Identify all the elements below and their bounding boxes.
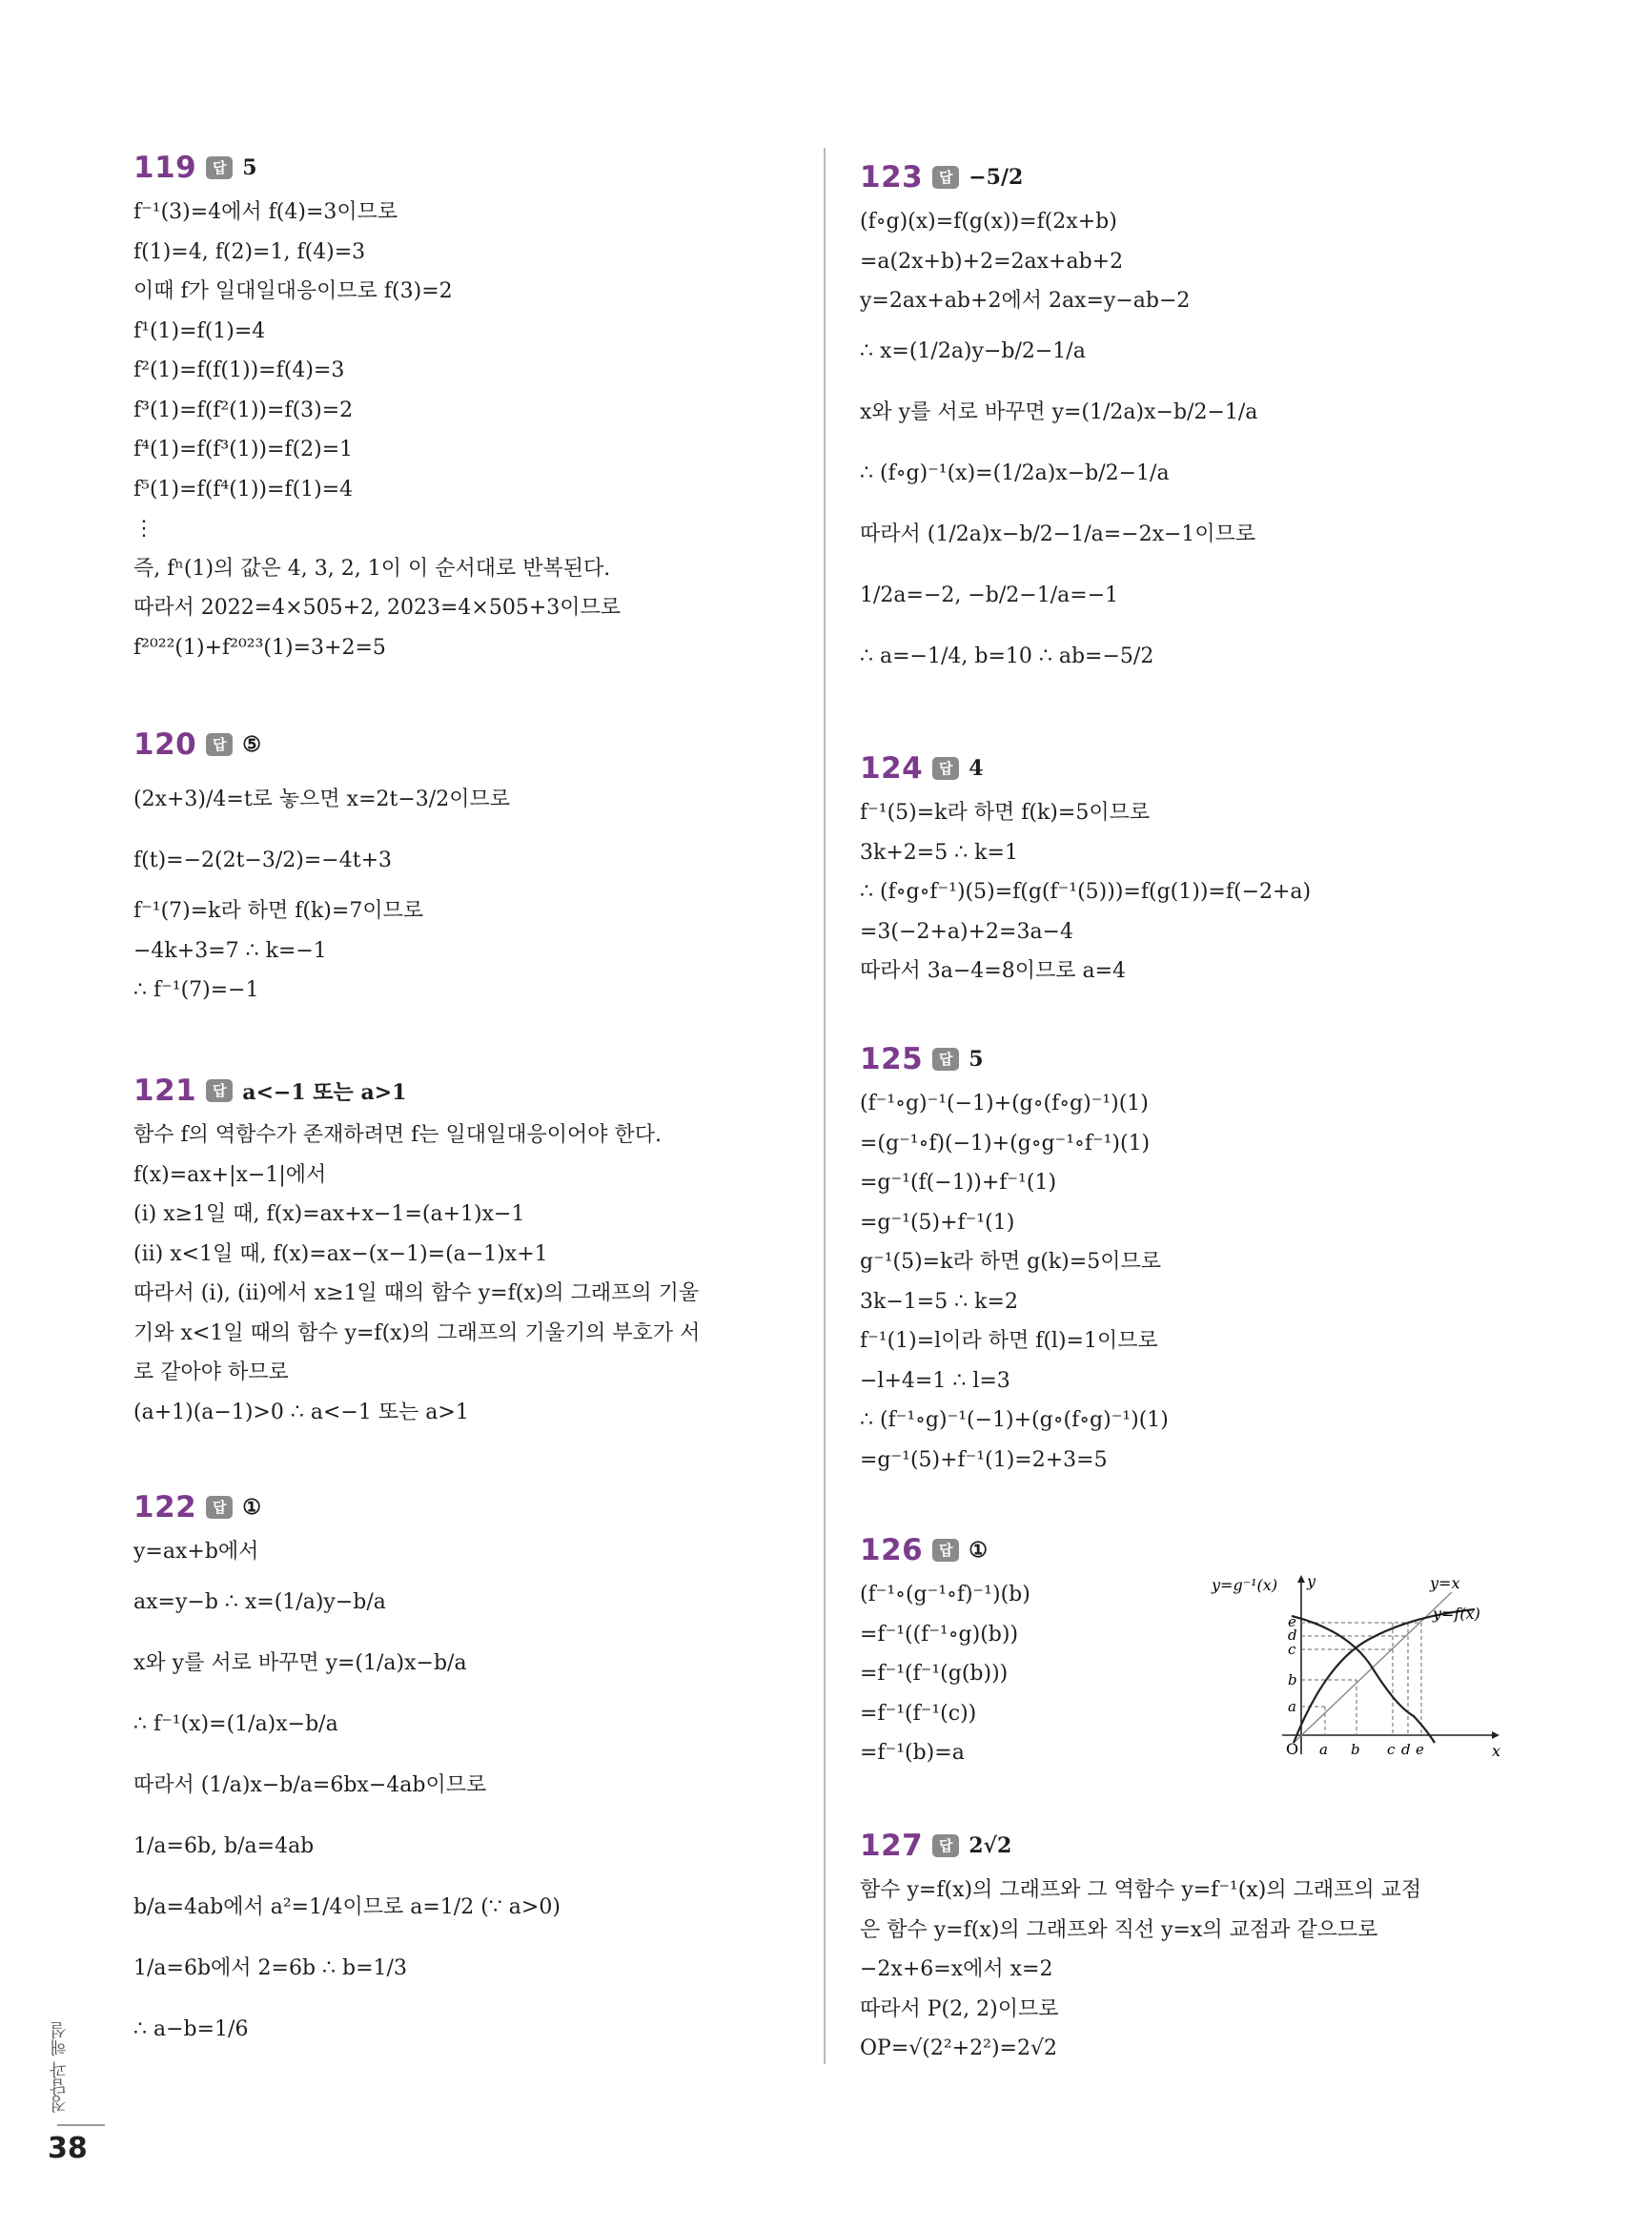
solution-line: f⁴(1)=f(f³(1))=f(2)=1 (133, 438, 354, 461)
answer-tag: 답 (206, 1496, 233, 1519)
solution-line: =f⁻¹(f⁻¹(c)) (860, 1701, 977, 1726)
problem-119 (133, 143, 801, 667)
problem-number: 122 (133, 1490, 197, 1524)
x-tick-b: b (1351, 1741, 1360, 1758)
label-axis-y: y (1307, 1573, 1316, 1590)
solution-line: y=ax+b에서 (133, 1540, 259, 1564)
y-axis-arrow-icon (1297, 1575, 1305, 1583)
side-label: 정답과 해설 (50, 2021, 70, 2113)
problem-header (860, 744, 1527, 793)
solution-line: 함수 y=f(x)의 그래프와 그 역함수 y=f⁻¹(x)의 그래프의 교점 (860, 1878, 1422, 1902)
solution-line: x와 y를 서로 바꾸면 y=(1/2a)x−b/2−1/a (860, 399, 1258, 424)
x-tick-e: e (1416, 1741, 1424, 1758)
solution-line: =g⁻¹(f(−1))+f⁻¹(1) (860, 1171, 1057, 1195)
problem-number: 126 (860, 1533, 924, 1567)
answer-tag: 답 (206, 733, 233, 756)
solution-line: 따라서 (ⅰ), (ⅱ)에서 x≥1일 때의 함수 y=f(x)의 그래프의 기울 (133, 1281, 700, 1305)
solution-line: =g⁻¹(5)+f⁻¹(1)=2+3=5 (860, 1447, 1108, 1472)
problem-header (133, 1066, 801, 1115)
page-number: 38 (48, 2132, 88, 2165)
solution-line: f⁻¹(7)=k라 하면 f(k)=7이므로 (133, 899, 424, 923)
solution-line: 로 같아야 하므로 (133, 1361, 289, 1384)
problem-number: 124 (860, 751, 924, 786)
y-tick-b: b (1288, 1671, 1297, 1688)
answer-value: 4 (969, 756, 984, 781)
problem-124 (860, 744, 1527, 992)
problem-header (860, 1821, 1527, 1871)
answer-value: −5/2 (969, 165, 1024, 190)
answer-value: 5 (242, 155, 257, 180)
solution-line: f(x)=ax+|x−1|에서 (133, 1162, 327, 1187)
solution-line: g⁻¹(5)=k라 하면 g(k)=5이므로 (860, 1250, 1161, 1274)
solution-line: (ⅰ) x≥1일 때, f(x)=ax+x−1=(a+1)x−1 (133, 1202, 525, 1226)
solution-line: (ⅱ) x<1일 때, f(x)=ax−(x−1)=(a−1)x+1 (133, 1241, 548, 1266)
problem-number: 127 (860, 1829, 924, 1863)
y-tick-a: a (1288, 1698, 1296, 1715)
label-y-eq-x: y=x (1430, 1574, 1460, 1592)
answer-value: ① (969, 1538, 988, 1563)
solution-line: y=2ax+ab+2에서 2ax=y−ab−2 (860, 289, 1191, 313)
problem-header (133, 143, 801, 193)
answer-tag: 답 (932, 1834, 959, 1857)
solution-line: =(g⁻¹∘f)(−1)+(g∘g⁻¹∘f⁻¹)(1) (860, 1131, 1151, 1156)
solution-line: 3k+2=5 ∴ k=1 (860, 840, 1018, 865)
solution-line: =a(2x+b)+2=2ax+ab+2 (860, 249, 1124, 274)
label-g-inverse: y=g⁻¹(x) (1212, 1576, 1278, 1594)
solution-line: (2x+3)/4=t로 놓으면 x=2t−3/2이므로 (133, 788, 510, 811)
solution-line: =f⁻¹(b)=a (860, 1741, 965, 1765)
problem-header (860, 1034, 1527, 1084)
y-tick-d: d (1288, 1626, 1297, 1644)
answer-value: ① (242, 1495, 261, 1520)
solution-line: 따라서 (1/a)x−b/a=6bx−4ab이므로 (133, 1772, 487, 1797)
solution-line: 함수 f의 역함수가 존재하려면 f는 일대일대응이어야 한다. (133, 1123, 663, 1147)
solution-line: 이때 f가 일대일대응이므로 f(3)=2 (133, 279, 453, 303)
curve-f (1294, 1609, 1475, 1743)
problem-122 (133, 1483, 801, 2060)
solution-line: −2x+6=x에서 x=2 (860, 1957, 1053, 1981)
solution-line: 기와 x<1일 때의 함수 y=f(x)의 그래프의 기울기의 부호가 서 (133, 1320, 701, 1345)
solution-line: ∴ f⁻¹(7)=−1 (133, 978, 259, 1002)
x-axis-arrow-icon (1492, 1731, 1499, 1739)
answer-tag: 답 (206, 156, 233, 179)
solution-line: f(1)=4, f(2)=1, f(4)=3 (133, 239, 366, 264)
side-rule (57, 2124, 105, 2126)
x-tick-d: d (1401, 1741, 1411, 1758)
y-tick-e: e (1288, 1613, 1296, 1630)
solution-line: f⁵(1)=f(f⁴(1))=f(1)=4 (133, 477, 354, 501)
solution-line: (a+1)(a−1)>0 ∴ a<−1 또는 a>1 (133, 1400, 469, 1424)
solution-line: 은 함수 y=f(x)의 그래프와 직선 y=x의 교점과 같으므로 (860, 1917, 1378, 1942)
label-f: y=f(x) (1433, 1605, 1480, 1623)
solution-line: OP=√(2²+2²)=2√2 (860, 2036, 1057, 2060)
solution-line: 따라서 2022=4×505+2, 2023=4×505+3이므로 (133, 596, 622, 620)
answer-tag: 답 (932, 166, 959, 189)
answer-value: a<−1 또는 a>1 (242, 1079, 407, 1105)
answer-tag: 답 (932, 1048, 959, 1071)
answer-tag: 답 (932, 1539, 959, 1562)
solution-line: f⁻¹(5)=k라 하면 f(k)=5이므로 (860, 801, 1151, 825)
solution-line: 즉, fⁿ(1)의 값은 4, 3, 2, 1이 이 순서대로 반복된다. (133, 556, 611, 581)
problem-header (133, 720, 801, 769)
solution-line: =3(−2+a)+2=3a−4 (860, 919, 1073, 944)
solution-line: b/a=4ab에서 a²=1/4이므로 a=1/2 (∵ a>0) (133, 1894, 561, 1919)
solution-line: x와 y를 서로 바꾸면 y=(1/a)x−b/a (133, 1650, 467, 1675)
label-origin: O (1286, 1740, 1299, 1758)
y-tick-c: c (1288, 1641, 1296, 1658)
solution-line: ∴ f⁻¹(x)=(1/a)x−b/a (133, 1711, 338, 1736)
x-tick-c: c (1387, 1741, 1396, 1758)
answer-value: ⑤ (242, 732, 261, 757)
problem-number: 120 (133, 727, 197, 762)
solution-line: f²⁰²²(1)+f²⁰²³(1)=3+2=5 (133, 635, 386, 660)
problem-123 (860, 153, 1527, 687)
column-divider (824, 148, 826, 2064)
answer-tag: 답 (206, 1079, 233, 1102)
problem-header (860, 153, 1527, 202)
solution-line: 따라서 (1/2a)x−b/2−1/a=−2x−1이므로 (860, 522, 1256, 546)
answer-value: 5 (969, 1047, 984, 1072)
problem-header (133, 1483, 801, 1532)
solution-line: −4k+3=7 ∴ k=−1 (133, 938, 327, 963)
label-axis-x: x (1492, 1742, 1501, 1760)
solution-line: (f∘g)(x)=f(g(x))=f(2x+b) (860, 210, 1117, 234)
solution-line: 3k−1=5 ∴ k=2 (860, 1289, 1018, 1314)
problem-125 (860, 1034, 1527, 1480)
problem-121 (133, 1066, 801, 1432)
solution-line: 따라서 P(2, 2)이므로 (860, 1996, 1059, 2021)
solution-line: ∴ x=(1/2a)y−b/2−1/a (860, 338, 1086, 363)
answer-value: 2√2 (969, 1833, 1012, 1858)
solution-line: f¹(1)=f(1)=4 (133, 318, 266, 343)
solution-line: f(t)=−2(2t−3/2)=−4t+3 (133, 849, 392, 872)
function-graph (1206, 1573, 1511, 1764)
solution-line: ∴ (f∘g∘f⁻¹)(5)=f(g(f⁻¹(5)))=f(g(1))=f(−2+a) (860, 880, 1312, 904)
x-tick-a: a (1319, 1741, 1328, 1758)
problem-header (860, 1525, 1527, 1575)
solution-line: ⋮ (133, 517, 154, 541)
solution-line: ∴ (f⁻¹∘g)⁻¹(−1)+(g∘(f∘g)⁻¹)(1) (860, 1408, 1169, 1432)
solution-line: f³(1)=f(f²(1))=f(3)=2 (133, 398, 354, 422)
solution-line: f⁻¹(1)=l이라 하면 f(l)=1이므로 (860, 1329, 1158, 1353)
problem-127 (860, 1821, 1527, 2069)
solution-line: f²(1)=f(f(1))=f(4)=3 (133, 358, 345, 382)
solution-line: f⁻¹(3)=4에서 f(4)=3이므로 (133, 200, 398, 224)
problem-number: 121 (133, 1074, 197, 1108)
solution-line: =f⁻¹((f⁻¹∘g)(b)) (860, 1622, 1019, 1647)
problem-number: 119 (133, 151, 197, 185)
answer-tag: 답 (932, 757, 959, 780)
solution-line: =f⁻¹(f⁻¹(g(b))) (860, 1662, 1009, 1686)
solution-line: ax=y−b ∴ x=(1/a)y−b/a (133, 1589, 386, 1614)
solution-line: −l+4=1 ∴ l=3 (860, 1368, 1010, 1393)
problem-number: 125 (860, 1042, 924, 1076)
solution-line: =g⁻¹(5)+f⁻¹(1) (860, 1210, 1015, 1235)
solution-line: ∴ (f∘g)⁻¹(x)=(1/2a)x−b/2−1/a (860, 460, 1170, 485)
solution-line: (f⁻¹∘(g⁻¹∘f)⁻¹)(b) (860, 1583, 1030, 1606)
problem-number: 123 (860, 160, 924, 194)
solution-line: 1/a=6b, b/a=4ab (133, 1833, 315, 1858)
problem-120 (133, 720, 801, 1011)
solution-line: 1/a=6b에서 2=6b ∴ b=1/3 (133, 1955, 407, 1980)
solution-line: ∴ a−b=1/6 (133, 2016, 249, 2041)
solution-line: ∴ a=−1/4, b=10 ∴ ab=−5/2 (860, 644, 1154, 668)
solution-line: 따라서 3a−4=8이므로 a=4 (860, 959, 1127, 983)
solution-line: (f⁻¹∘g)⁻¹(−1)+(g∘(f∘g)⁻¹)(1) (860, 1092, 1149, 1115)
solution-line: 1/2a=−2, −b/2−1/a=−1 (860, 583, 1119, 607)
